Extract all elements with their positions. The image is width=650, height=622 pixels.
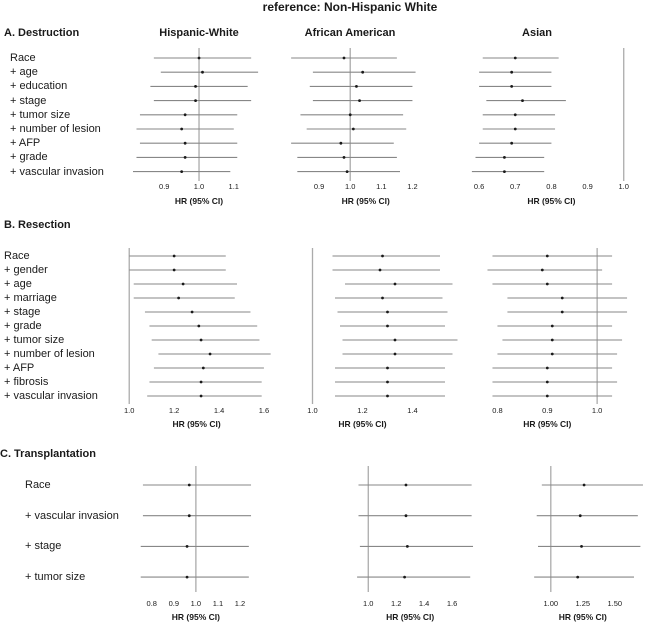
axis-title: HR (95% CI) (338, 419, 387, 429)
row-label: + stage (25, 540, 62, 553)
point-marker (200, 339, 203, 342)
point-marker (514, 128, 517, 131)
point-marker (521, 99, 524, 102)
point-marker (180, 170, 183, 173)
axis-tick-label: 1.2 (357, 406, 368, 415)
row-label: + tumor size (10, 108, 71, 121)
point-marker (173, 255, 176, 258)
column-header: Asian (522, 27, 552, 39)
point-marker (343, 57, 346, 60)
row-label: + tumor size (4, 334, 65, 346)
axis-tick-label: 1.0 (618, 182, 629, 191)
point-marker (551, 339, 554, 342)
axis-tick-label: 0.8 (492, 406, 503, 415)
point-marker (201, 71, 204, 74)
forest-column (307, 248, 457, 429)
axis-tick-label: 0.9 (159, 182, 170, 191)
forest-column (133, 48, 258, 206)
point-marker (510, 85, 513, 88)
axis-title: HR (95% CI) (386, 612, 435, 622)
panel-label: C. Transplantation (0, 448, 96, 460)
point-marker (546, 283, 549, 286)
axis-tick-label: 1.2 (234, 599, 246, 608)
axis-tick-label: 0.9 (542, 406, 553, 415)
axis-title: HR (95% CI) (523, 419, 572, 429)
point-marker (381, 297, 384, 300)
panel-label: B. Resection (4, 219, 71, 231)
point-marker (355, 85, 358, 88)
axis-title: HR (95% CI) (174, 196, 224, 206)
axis-tick-label: 1.25 (575, 599, 591, 608)
axis-tick-label: 0.8 (146, 599, 157, 608)
point-marker (349, 113, 352, 116)
point-marker (386, 367, 389, 370)
point-marker (394, 339, 397, 342)
axis-tick-label: 1.6 (258, 406, 270, 415)
axis-tick-label: 0.9 (582, 182, 593, 191)
row-label: + AFP (10, 137, 41, 150)
row-label: Race (4, 250, 30, 262)
point-marker (200, 381, 203, 384)
row-label: + age (10, 66, 38, 79)
point-marker (546, 381, 549, 384)
axis-tick-label: 0.8 (546, 182, 557, 191)
point-marker (546, 367, 549, 370)
point-marker (200, 395, 203, 398)
point-marker (514, 57, 517, 60)
forest-column (487, 248, 627, 429)
point-marker (551, 325, 554, 328)
axis-tick-label: 1.0 (363, 599, 374, 608)
forest-column (357, 466, 473, 622)
point-marker (546, 395, 549, 398)
axis-title: HR (95% CI) (171, 612, 220, 622)
point-marker (186, 545, 189, 548)
forest-column (534, 466, 643, 622)
axis-tick-label: 1.4 (407, 406, 418, 415)
point-marker (180, 128, 183, 131)
axis-tick-label: 1.1 (228, 182, 239, 191)
point-marker (177, 297, 180, 300)
row-label: + vascular invasion (10, 165, 104, 178)
row-label: + vascular invasion (25, 509, 119, 522)
forest-column (124, 248, 271, 429)
point-marker (184, 142, 187, 145)
row-label: + number of lesion (4, 348, 95, 360)
forest-column (141, 466, 251, 622)
point-marker (381, 255, 384, 258)
point-marker (514, 113, 517, 116)
axis-title: HR (95% CI) (172, 419, 221, 429)
axis-tick-label: 1.1 (212, 599, 224, 608)
point-marker (394, 283, 397, 286)
point-marker (194, 85, 197, 88)
point-marker (209, 353, 212, 356)
point-marker (405, 484, 408, 487)
point-marker (503, 170, 506, 173)
panel-group (124, 248, 627, 429)
point-marker (561, 311, 564, 314)
axis-tick-label: 1.0 (193, 182, 205, 191)
point-marker (186, 576, 189, 579)
column-header: Hispanic-White (159, 27, 239, 39)
forest-column (472, 48, 629, 206)
row-label: + fibrosis (4, 376, 49, 388)
row-label: + education (10, 80, 68, 93)
point-marker (346, 170, 349, 173)
axis-tick-label: 1.1 (376, 182, 387, 191)
point-marker (403, 576, 406, 579)
point-marker (386, 325, 389, 328)
axis-tick-label: 1.50 (607, 599, 623, 608)
point-marker (551, 353, 554, 356)
axis-title: HR (95% CI) (341, 196, 390, 206)
axis-tick-label: 1.0 (307, 406, 318, 415)
point-marker (361, 71, 364, 74)
point-marker (580, 545, 583, 548)
point-marker (386, 395, 389, 398)
row-label: + AFP (4, 362, 35, 374)
point-marker (583, 484, 586, 487)
axis-tick-label: 1.4 (418, 599, 430, 608)
point-marker (546, 255, 549, 258)
row-label: + stage (10, 94, 47, 107)
point-marker (379, 269, 382, 272)
point-marker (188, 484, 191, 487)
row-label: + stage (4, 306, 41, 318)
point-marker (191, 311, 194, 314)
point-marker (394, 353, 397, 356)
row-label: Race (25, 479, 51, 491)
point-marker (352, 128, 355, 131)
panel-group (133, 48, 629, 206)
axis-tick-label: 1.0 (591, 406, 603, 415)
point-marker (503, 156, 506, 159)
axis-tick-label: 1.0 (345, 182, 356, 191)
axis-tick-label: 1.2 (407, 182, 418, 191)
column-header: African American (304, 27, 396, 39)
axis-tick-label: 1.00 (543, 599, 559, 608)
point-marker (406, 545, 409, 548)
point-marker (182, 283, 185, 286)
figure-title: reference: Non-Hispanic White (262, 0, 438, 14)
axis-tick-label: 0.6 (473, 182, 485, 191)
row-label: + vascular invasion (4, 390, 98, 402)
row-label: + marriage (4, 292, 57, 304)
axis-tick-label: 0.9 (168, 599, 180, 608)
panel-label: A. Destruction (4, 27, 80, 39)
axis-title: HR (95% CI) (558, 612, 607, 622)
row-label: + age (4, 278, 32, 290)
row-label: + tumor size (25, 571, 86, 584)
point-marker (343, 156, 346, 159)
panel-group (141, 466, 643, 622)
axis-tick-label: 1.0 (190, 599, 202, 608)
axis-tick-label: 0.7 (510, 182, 521, 191)
axis-tick-label: 1.4 (213, 406, 225, 415)
point-marker (184, 113, 187, 116)
point-marker (197, 325, 200, 328)
point-marker (194, 99, 197, 102)
row-label: + number of lesion (10, 123, 101, 135)
row-label: + grade (10, 151, 48, 164)
row-label: + grade (4, 320, 42, 332)
point-marker (339, 142, 342, 145)
point-marker (198, 57, 201, 60)
axis-tick-label: 1.6 (446, 599, 458, 608)
point-marker (188, 514, 191, 517)
point-marker (561, 297, 564, 300)
row-label: + gender (4, 264, 48, 276)
point-marker (541, 269, 544, 272)
point-marker (173, 269, 176, 272)
axis-tick-label: 1.0 (124, 406, 135, 415)
point-marker (579, 514, 582, 517)
axis-title: HR (95% CI) (527, 196, 576, 206)
point-marker (184, 156, 187, 159)
row-label: Race (10, 52, 36, 64)
point-marker (576, 576, 579, 579)
axis-tick-label: 1.2 (168, 406, 180, 415)
point-marker (386, 311, 389, 314)
point-marker (510, 142, 513, 145)
forest-column (291, 48, 418, 206)
point-marker (358, 99, 361, 102)
point-marker (510, 71, 513, 74)
point-marker (202, 367, 205, 370)
point-marker (386, 381, 389, 384)
point-marker (405, 514, 408, 517)
axis-tick-label: 1.2 (390, 599, 402, 608)
axis-tick-label: 0.9 (313, 182, 325, 191)
